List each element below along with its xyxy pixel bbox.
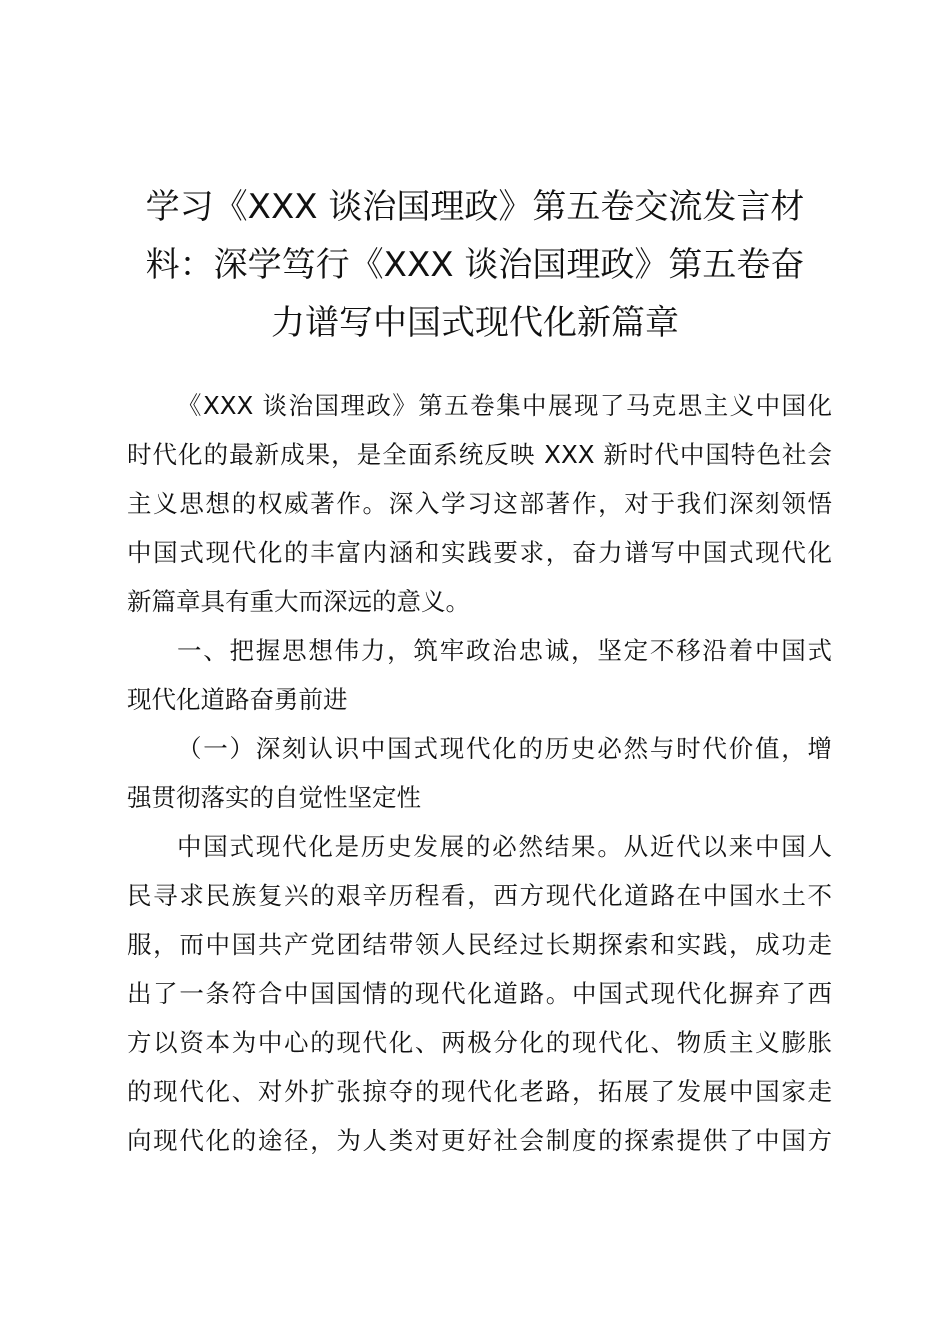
text-line: 服，而中国共产党团结带领人民经过长期探索和实践，成功走 [127,930,832,959]
paragraph-body [127,822,832,1165]
text-line: 新篇章具有重大而深远的意义。 [127,587,470,616]
text-line: 强贯彻落实的自觉性坚定性 [127,783,421,812]
title-line: 力谱写中国式现代化新篇章 [271,303,679,343]
text-line: 中国式现代化的丰富内涵和实践要求，奋力谱写中国式现代化 [127,538,832,567]
document-body [127,381,832,1165]
text-line: 《XXX 谈治国理政》第五卷集中展现了马克思主义中国化 [177,391,832,420]
text-line: 出了一条符合中国国情的现代化道路。中国式现代化摒弃了西 [127,979,832,1008]
subsection-heading-1 [127,724,832,822]
text-line: 主义思想的权威著作。深入学习这部著作，对于我们深刻领悟 [127,489,832,518]
text-line: 向现代化的途径，为人类对更好社会制度的探索提供了中国方 [127,1126,832,1155]
text-line: （一）深刻认识中国式现代化的历史必然与时代价值，增 [177,734,832,763]
title-line: 料：深学笃行《XXX 谈治国理政》第五卷奋 [145,245,805,285]
text-line: 的现代化、对外扩张掠夺的现代化老路，拓展了发展中国家走 [127,1077,832,1106]
text-line: 一、把握思想伟力，筑牢政治忠诚，坚定不移沿着中国式 [177,636,832,665]
text-line: 时代化的最新成果，是全面系统反映 XXX 新时代中国特色社会 [127,440,832,469]
document-title [120,178,830,352]
text-line: 方以资本为中心的现代化、两极分化的现代化、物质主义膨胀 [127,1028,832,1057]
section-heading-1 [127,626,832,724]
text-line: 中国式现代化是历史发展的必然结果。从近代以来中国人 [177,832,832,861]
title-line: 学习《XXX 谈治国理政》第五卷交流发言材 [145,187,805,227]
text-line: 现代化道路奋勇前进 [127,685,348,714]
text-line: 民寻求民族复兴的艰辛历程看，西方现代化道路在中国水土不 [127,881,832,910]
paragraph-intro [127,381,832,626]
